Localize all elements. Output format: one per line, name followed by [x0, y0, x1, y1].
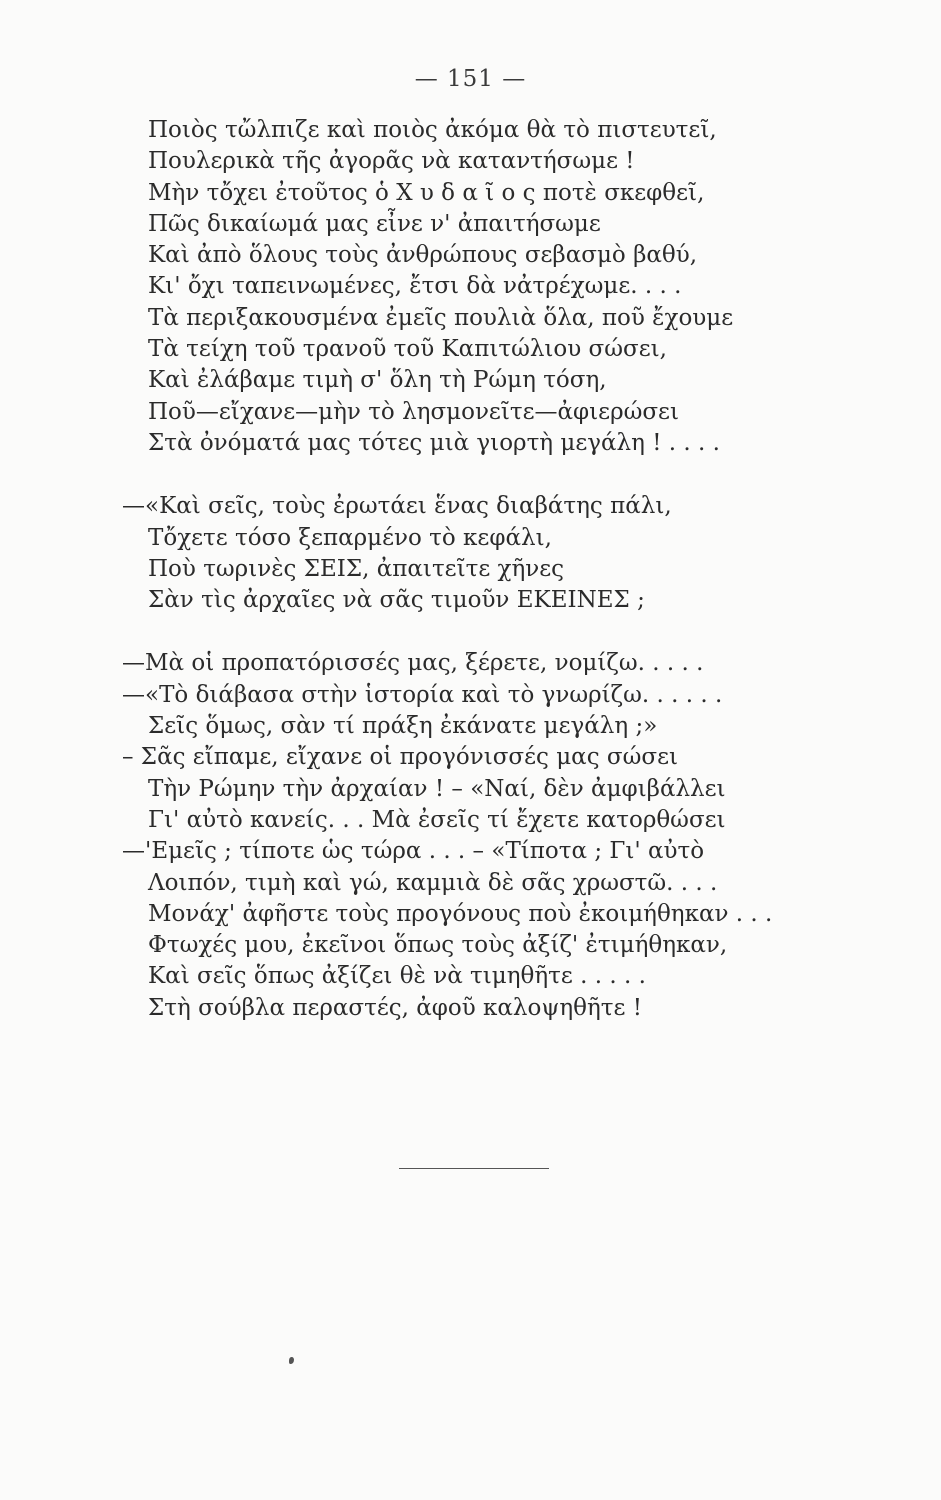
verse-line: Τὄχετε τόσο ξεπαρμένο τὸ κεφάλι, [148, 524, 552, 551]
page-number: — 151 — [414, 66, 527, 92]
verse-line: Μὴν τὄχει ἐτοῦτος ὁ Χ υ δ α ῖ ο ς ποτὲ σκεφθεῖ, [148, 179, 705, 206]
verse-line: Γι' αὐτὸ κανείς. . . Μὰ ἐσεῖς τί ἔχετε κατορθώσει [148, 806, 726, 833]
verse-line: Ποῦ—εἴχανε—μὴν τὸ λησμονεῖτε—ἀφιερώσει [148, 398, 679, 425]
verse-line: Σὰν τὶς ἀρχαῖες νὰ σᾶς τιμοῦν ΕΚΕΙΝΕΣ ; [148, 587, 645, 614]
stanza-2 [122, 491, 828, 616]
ink-speck [289, 1357, 294, 1364]
verse-line: Πῶς δικαίωμά μας εἶνε ν' ἀπαιτήσωμε [148, 210, 601, 237]
verse-line: Ποὺ τωρινὲς ΣΕΙΣ, ἀπαιτεῖτε χῆνες [148, 555, 565, 582]
verse-line: —«Τὸ διάβασα στὴν ἱστορία καὶ τὸ γνωρίζω. . . . . . [122, 681, 723, 708]
verse-line: Τὰ τείχη τοῦ τρανοῦ τοῦ Καπιτώλιου σώσει, [148, 336, 667, 363]
verse-line: —«Καὶ σεῖς, τοὺς ἐρωτάει ἕνας διαβάτης πάλι, [122, 493, 672, 520]
verse-line: Τὴν Ρώμην τὴν ἀρχαίαν ! – «Ναί, δὲν ἀμφιβάλλει [148, 775, 726, 802]
verse-line: Στὰ ὀνόματά μας τότες μιὰ γιορτὴ μεγάλη ! . . . . [148, 429, 720, 456]
section-divider [399, 1168, 549, 1169]
verse-line: Τὰ περιξακουσμένα ἐμεῖς πουλιὰ ὅλα, ποῦ ἔχουμε [148, 304, 734, 331]
verse-line: Καὶ ἐλάβαμε τιμὴ σ' ὅλη τὴ Ρώμη τόση, [148, 367, 607, 394]
verse-line: —Μὰ οἱ προπατόρισσές μας, ξέρετε, νομίζω. . . . . [122, 650, 704, 677]
stanza-3 [122, 648, 828, 1024]
verse-line: Πουλερικὰ τῆς ἀγορᾶς νὰ καταντήσωμε ! [148, 148, 635, 175]
verse-line: Μονάχ' ἀφῆστε τοὺς προγόνους ποὺ ἐκοιμήθηκαν . . . [148, 900, 773, 927]
stanza-1 [148, 115, 828, 459]
verse-line: —'Εμεῖς ; τίποτε ὡς τώρα . . . – «Τίποτα ; Γι' αὐτὸ [122, 838, 705, 865]
verse-line: Καὶ σεῖς ὅπως ἀξίζει θὲ νὰ τιμηθῆτε . . . . . [148, 963, 646, 990]
verse-line: – Σᾶς εἴπαμε, εἴχανε οἱ προγόνισσές μας σώσει [122, 744, 678, 771]
verse-line: Κι' ὄχι ταπεινωμένες, ἔτσι δὰ νἀτρέχωμε. . . . [148, 273, 682, 300]
verse-line: Ποιὸς τὤλπιζε καὶ ποιὸς ἀκόμα θὰ τὸ πιστευτεῖ, [148, 117, 717, 143]
verse-line: Στὴ σούβλα περαστές, ἀφοῦ καλοψηθῆτε ! [148, 994, 642, 1021]
poem-text [122, 115, 828, 1024]
verse-line: Καὶ ἀπὸ ὅλους τοὺς ἀνθρώπους σεβασμὸ βαθύ, [148, 242, 698, 269]
verse-line: Σεῖς ὅμως, σὰν τί πράξη ἐκάνατε μεγάλη ;» [148, 713, 658, 740]
verse-line: Φτωχές μου, ἐκεῖνοι ὅπως τοὺς ἀξίζ' ἐτιμήθηκαν, [148, 932, 728, 959]
verse-line: Λοιπόν, τιμὴ καὶ γώ, καμμιὰ δὲ σᾶς χρωστῶ. . . . [148, 869, 718, 896]
